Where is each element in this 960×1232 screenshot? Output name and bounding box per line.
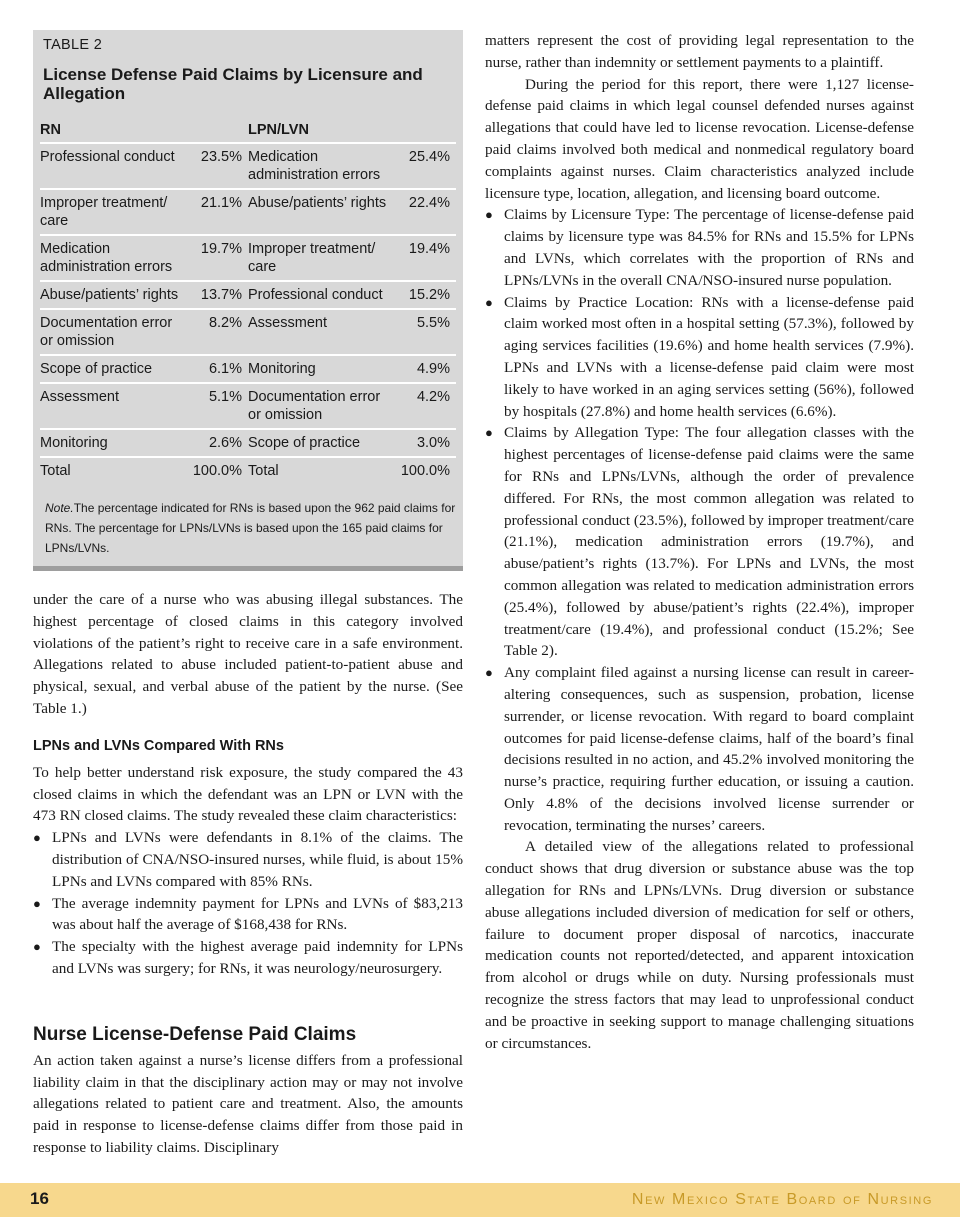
bullet-icon: ● — [485, 425, 493, 441]
publication-title: New Mexico State Board of Nursing — [631, 1191, 933, 1208]
rn-allegation-cell: Assessment — [40, 383, 193, 429]
list-item — [33, 827, 463, 892]
heading-license-defense: Nurse License-Defense Paid Claims — [33, 1023, 357, 1045]
page-footer — [0, 1183, 960, 1217]
lpn-percent-cell: 19.4% — [401, 235, 456, 281]
claims-table — [40, 118, 456, 484]
lpn-allegation-cell: Scope of practice — [248, 429, 401, 457]
bullet-icon: ● — [485, 207, 493, 223]
rn-allegation-cell: Total — [40, 457, 193, 484]
lpn-percent-cell: 15.2% — [401, 281, 456, 309]
list-item — [33, 936, 463, 980]
table-row — [40, 189, 456, 235]
rn-percent-cell: 2.6% — [193, 429, 248, 457]
bullet-icon: ● — [485, 665, 493, 681]
bullet-icon: ● — [33, 939, 41, 955]
list-item-text: Claims by Licensure Type: The percentage of license-defense paid claims by licensure type was 84.5% for RNs and 15.5% for LPNs and LVNs, which correlates with the proportion of RNs and LPNs/LVNs in the overall CNA/NSO-insured nurse population. — [504, 206, 914, 289]
table-2-box — [33, 30, 463, 571]
right-column — [485, 30, 914, 1054]
list-item — [33, 893, 463, 937]
lpn-percent-cell: 22.4% — [401, 189, 456, 235]
table-note-label: Note. — [45, 501, 74, 515]
table-row — [40, 355, 456, 383]
left-paragraph-3: An action taken against a nurse’s license differs from a professional liability claim in that the disciplinary action may or may not involve allegations related to patient care and treatment. Also, the amounts paid in response to license-defense claims differ from those paid in response to liability claims. Disciplinary — [33, 1051, 463, 1156]
rn-allegation-cell: Scope of practice — [40, 355, 193, 383]
bullet-icon: ● — [33, 895, 41, 911]
rn-percent-cell: 8.2% — [193, 309, 248, 355]
page-number: 16 — [30, 1189, 49, 1208]
lpn-allegation-cell: Abuse/patients’ rights — [248, 189, 401, 235]
lpn-percent-cell: 25.4% — [408, 149, 450, 165]
table-title: License Defense Paid Claims by Licensure and Allegation — [43, 65, 423, 103]
bullet-icon: ● — [485, 294, 493, 310]
list-item — [485, 662, 914, 836]
lpn-allegation-cell: Monitoring — [248, 355, 401, 383]
rn-percent-cell: 19.7% — [193, 235, 248, 281]
bullet-icon: ● — [33, 830, 41, 846]
lpn-percent-cell: 100.0% — [401, 457, 456, 484]
table-row — [40, 143, 456, 189]
right-paragraph-2: During the period for this report, there were 1,127 license-defense paid claims in which legal counsel defended nurses against allegations that could have led to license revocation. License-defense paid claims involved both medical and nonmedical regulatory board complaints against nurses. Claim characteristics analyzed include licensure type, location, allegation, and licensing board outcome. — [485, 75, 914, 202]
lpn-percent-cell: 4.2% — [401, 383, 456, 429]
claims-table-body — [40, 143, 456, 484]
rn-percent-cell: 13.7% — [193, 281, 248, 309]
lpn-allegation-cell: Professional conduct — [248, 281, 401, 309]
right-bullet-list — [485, 204, 914, 836]
lpn-percent-cell: 4.9% — [401, 355, 456, 383]
rn-percent-cell: 23.5% — [200, 149, 242, 165]
left-paragraph-1: under the care of a nurse who was abusing illegal substances. The highest percentage of closed claims in this category involved violations of the patient’s right to receive care in a safe environment. Allegations related to abuse included patient-to-patient abuse and physical, sexual, and verbal abuse of the patient by the nurse. (See Table 1.) — [33, 591, 463, 717]
column-header-rn: RN — [40, 118, 248, 143]
lpn-allegation-cell: Medication administration errors — [248, 149, 381, 183]
list-item-text: LPNs and LVNs were defendants in 8.1% of the claims. The distribution of CNA/NSO-insured nurses, while fluid, is about 15% LPNs and LVNs compared with 85% RNs. — [52, 829, 463, 890]
list-item-text: Claims by Practice Location: RNs with a license-defense paid claim worked most often in a hospital setting (57.3%), followed by aging services facilities (19.6%) and home health services (7.9%). LPNs and LVNs with a license-defense paid claim were most likely to have worked in an aging services setting (56%), followed by hospitals (27.8%) and home health services (6.6%). — [504, 293, 914, 420]
list-item-text: The specialty with the highest average paid indemnity for LPNs and LVNs was surgery; for RNs, it was neurology/neurosurgery. — [52, 938, 463, 977]
rn-allegation-cell: Professional conduct — [40, 149, 175, 165]
rn-allegation-cell: Abuse/patients’ rights — [40, 281, 193, 309]
list-item-text: Claims by Allegation Type: The four allegation classes with the highest percentages of license-defense paid claims were the same for RNs and LPNs/LVNs, although the order of prevalence differed. For RNs, the most common allegation was related to professional conduct (23.5%), followed by improper treatment/care (21.1%), medication administration errors (19.7%), and abuse/patient’s rights (13.7%). For LPNs and LVNs, the most common allegation was related to medication administration errors (25.4%), followed by abuse/patient’s rights (22.4%), improper treatment/care (19.4%), and professional conduct (15.2%; See Table 2). — [504, 424, 914, 660]
lpn-percent-cell: 5.5% — [401, 309, 456, 355]
list-item-text: Any complaint filed against a nursing license can result in career-altering consequences, such as suspension, probation, license surrender, or license revocation. With regard to board complaint outcomes for paid license-defense claims, half of the board’s final decisions resulted in no action, and 45.2% involved monitoring the nurse’s practice, requiring further education, or issuing a caution. Only 4.8% of the decisions involved license surrender or revocation, terminating the nurses’ careers. — [504, 664, 914, 834]
column-header-lpn: LPN/LVN — [248, 118, 456, 143]
lpn-allegation-cell: Total — [248, 457, 401, 484]
table-note-text: The percentage indicated for RNs is based upon the 962 paid claims for RNs. The percentage for LPNs/LVNs is based upon the 165 paid claims for LPNs/LVNs. — [45, 501, 456, 555]
lpn-allegation-cell: Improper treatment/ care — [248, 235, 401, 281]
lpn-percent-cell: 3.0% — [401, 429, 456, 457]
left-bullet-list — [33, 827, 463, 980]
heading-lpn-compared: LPNs and LVNs Compared With RNs — [33, 737, 284, 754]
rn-percent-cell: 100.0% — [193, 457, 248, 484]
right-paragraph-1: matters represent the cost of providing legal representation to the nurse, rather than indemnity or settlement payments to a plaintiff. — [485, 32, 914, 71]
left-column — [33, 30, 463, 1159]
table-row — [40, 309, 456, 355]
right-paragraph-3: A detailed view of the allegations related to professional conduct shows that drug diversion or substance abuse was the top allegation for RNs and LPNs/LVNs. Drug diversion or substance abuse allegations included diversion of medication for self or others, failure to document proper disposal of narcotics, inaccurate medication counts not reported/detected, and apparent intoxication from alcohol or drugs while on duty. Nursing professionals must recognize the stress factors that may lead to unprofessional conduct and be proactive in seeking support to manage challenging situations or circumstances. — [485, 838, 914, 1052]
rn-percent-cell: 6.1% — [193, 355, 248, 383]
list-item-text: The average indemnity payment for LPNs and LVNs of $83,213 was about half the average of $168,438 for RNs. — [52, 894, 463, 934]
rn-allegation-cell: Monitoring — [40, 429, 193, 457]
rn-percent-cell: 5.1% — [193, 383, 248, 429]
list-item — [485, 204, 914, 291]
lpn-allegation-cell: Assessment — [248, 309, 401, 355]
rn-percent-cell: 21.1% — [193, 189, 248, 235]
table-row — [40, 235, 456, 281]
left-paragraph-2: To help better understand risk exposure, the study compared the 43 closed claims in which the defendant was an LPN or LVN with the 473 RN closed claims. The study revealed these claim characteristics: — [33, 763, 463, 825]
table-note — [45, 498, 456, 558]
lpn-allegation-cell: Documentation error or omission — [248, 383, 401, 429]
rn-allegation-cell: Medication administration errors — [40, 235, 193, 281]
table-row — [40, 281, 456, 309]
table-label: TABLE 2 — [43, 37, 103, 53]
table-row — [40, 457, 456, 484]
list-item — [485, 422, 914, 662]
table-row — [40, 429, 456, 457]
rn-allegation-cell: Improper treatment/ care — [40, 189, 193, 235]
table-row — [40, 383, 456, 429]
list-item — [485, 292, 914, 423]
rn-allegation-cell: Documentation error or omission — [40, 309, 193, 355]
table-header-row — [40, 118, 456, 143]
